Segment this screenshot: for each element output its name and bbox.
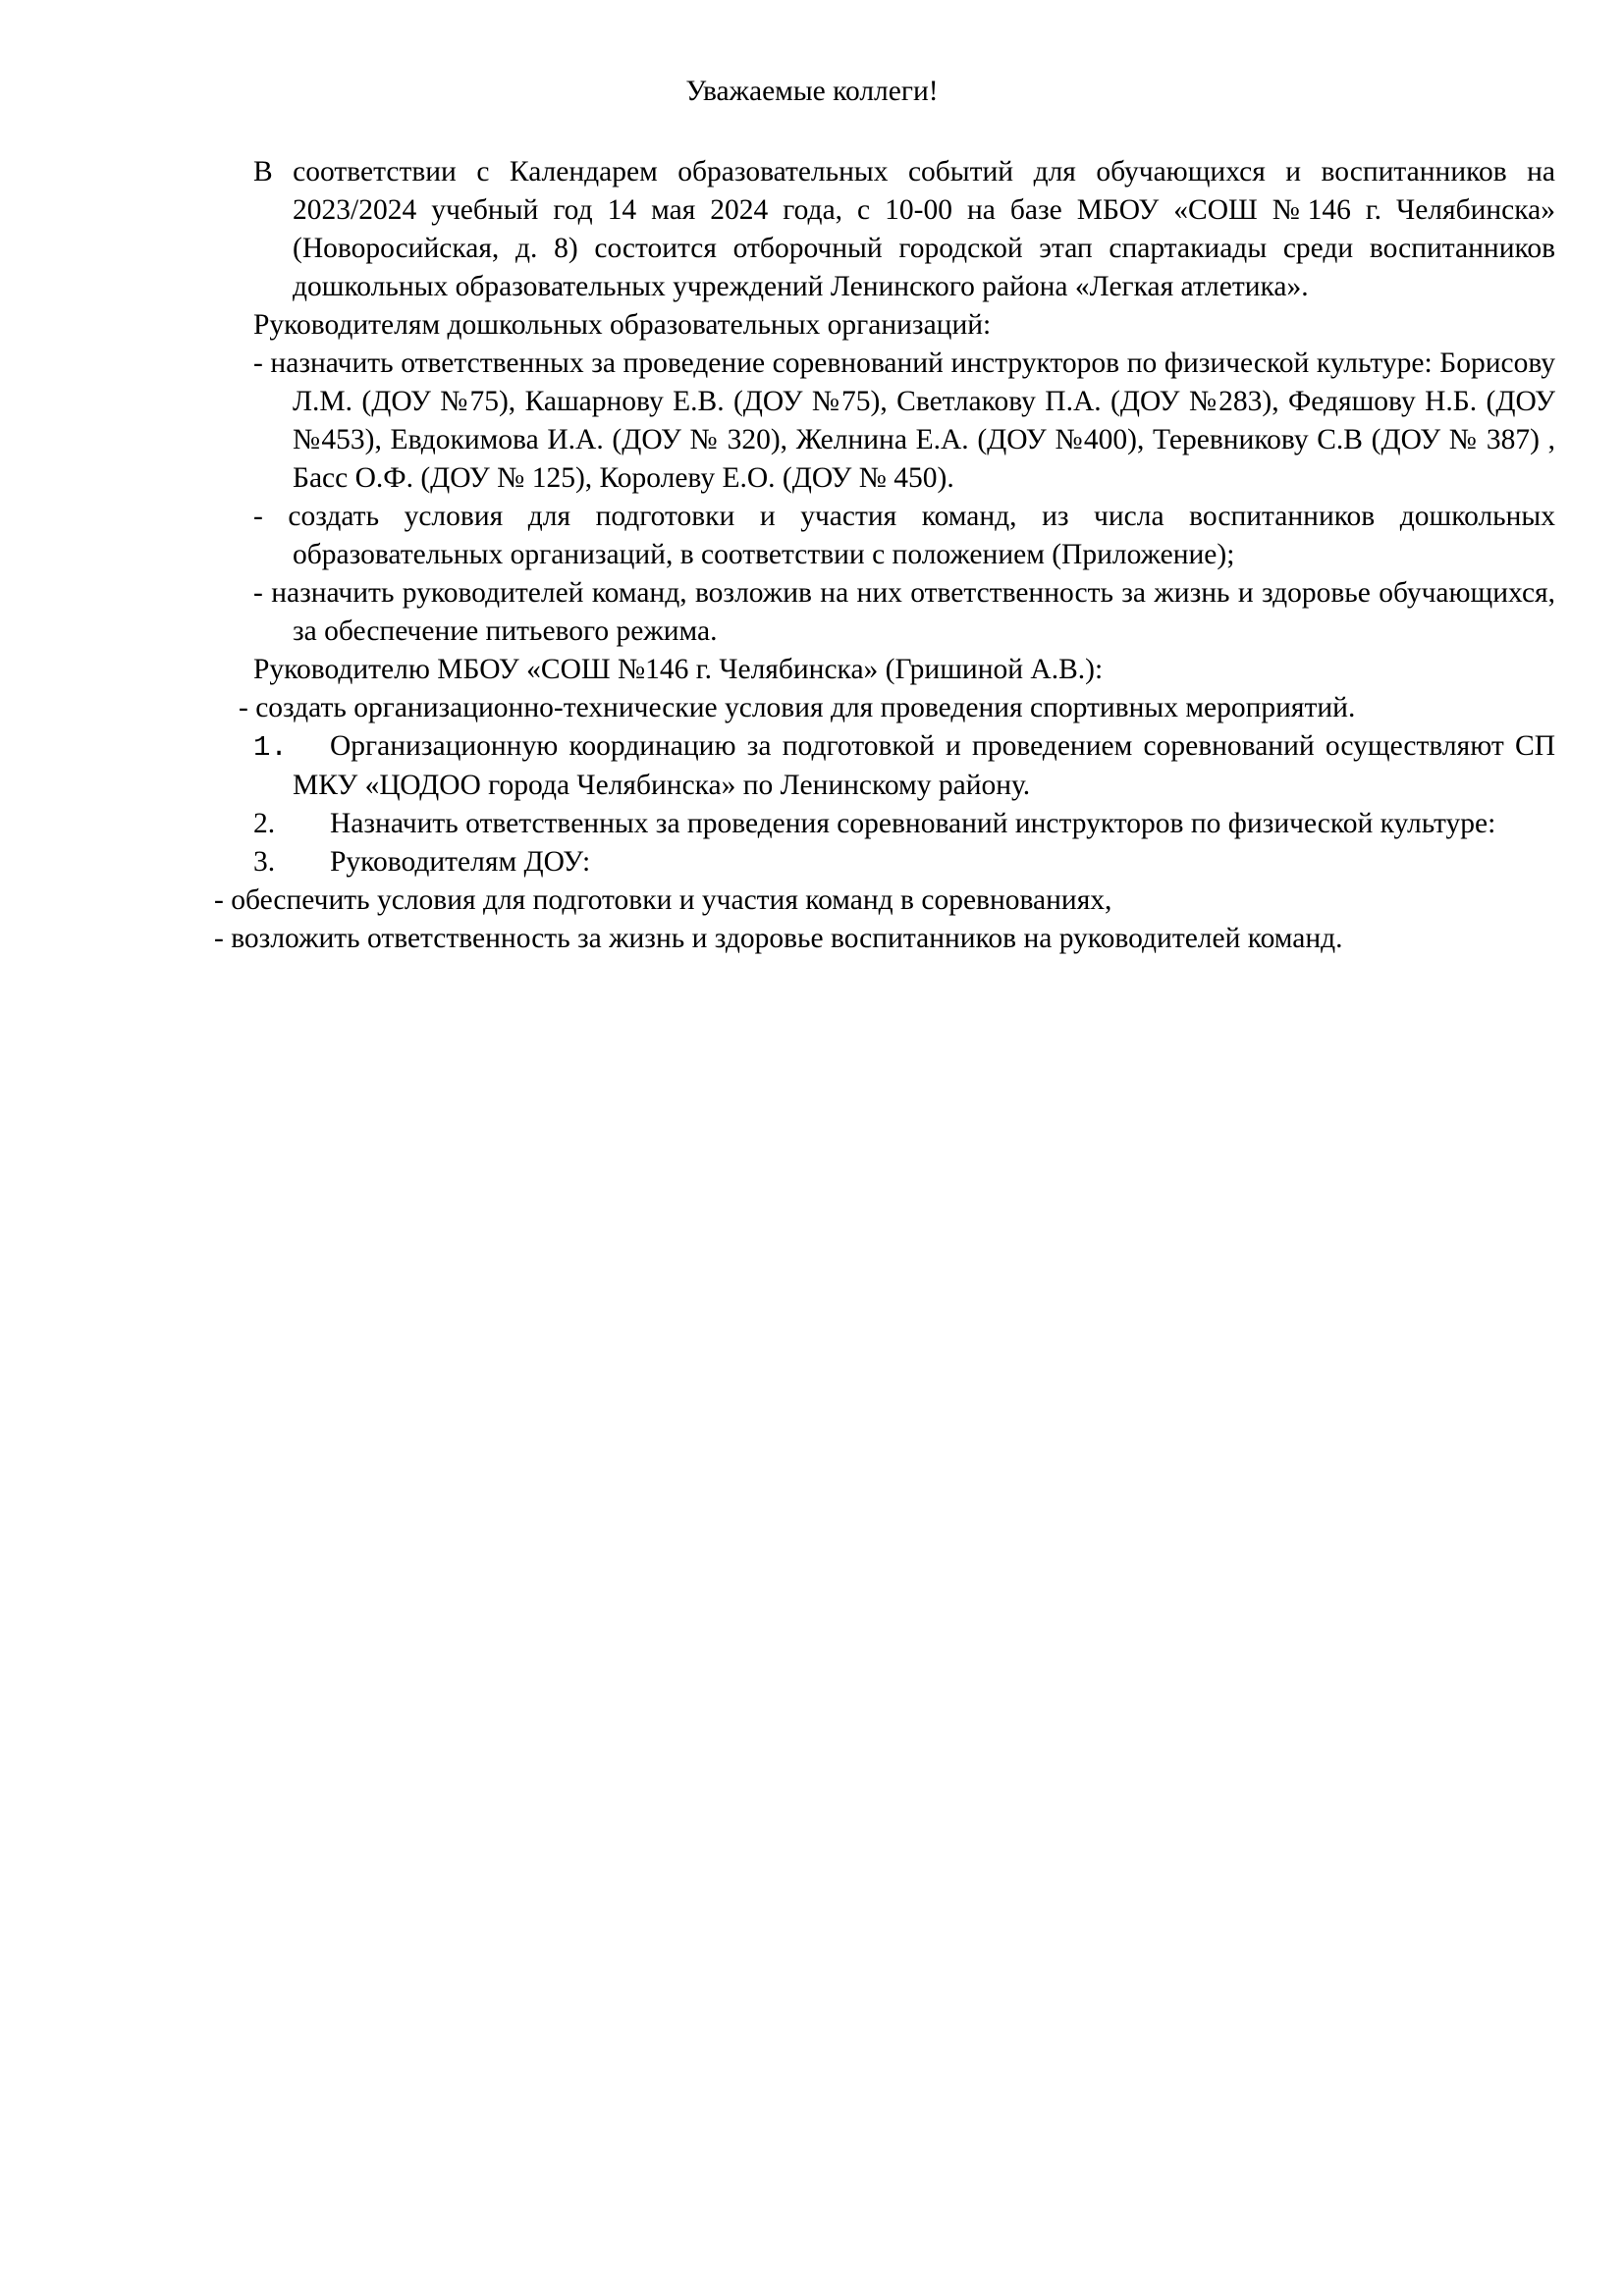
heads-dou-heading: Руководителям дошкольных образовательных организаций: <box>253 309 992 341</box>
intro-paragraph: В соответствии с Календарем образовательных событий для обучающихся и воспитанников на 2023/2024 учебный год 14 мая 2024 года, с 10-00 на базе МБОУ «СОШ №146 г. Челябинска» (Новоросийская, д. 8) состоится отборочный городской этап спартакиады среди воспитанников дошкольных образовательных учреждений Ленинского района «Легкая атлетика». <box>253 156 1555 302</box>
numbered-item-2-text: Назначить ответственных за проведения соревнований инструкторов по физической культуре: <box>330 808 1496 839</box>
letter-title: Уважаемые коллеги! <box>685 76 939 107</box>
dou-item-3: - назначить руководителей команд, возложив на них ответственность за жизнь и здоровье обучающихся, за обеспечение питьевого режима. <box>253 577 1555 647</box>
numbered-item-2 <box>214 805 1555 843</box>
final-item-2: - возложить ответственность за жизнь и здоровье воспитанников на руководителей команд. <box>214 923 1343 954</box>
dou-item-1: - назначить ответственных за проведение соревнований инструкторов по физической культуре: Борисову Л.М. (ДОУ №75), Кашарнову Е.В. (ДОУ №75), Светлакову П.А. (ДОУ №283), Федяшову Н.Б. (ДОУ №453), Евдокимова И.А. (ДОУ № 320), Желнина Е.А. (ДОУ №400), Теревникову С.В (ДОУ № 387) , Басс О.Ф. (ДОУ № 125), Королеву Е.О. (ДОУ № 450). <box>253 347 1555 494</box>
letter-body <box>214 153 1555 958</box>
numbered-item-2-number: 2. <box>253 808 276 839</box>
dou-item-2: - создать условия для подготовки и участия команд, из числа воспитанников дошкольных образовательных организаций, в соответствии с положением (Приложение); <box>253 501 1555 570</box>
head-school-heading: Руководителю МБОУ «СОШ №146 г. Челябинска» (Гришиной А.В.): <box>253 654 1104 685</box>
numbered-item-3-number: 3. <box>253 846 276 878</box>
numbered-item-1-text: Организационную координацию за подготовкой и проведением соревнований осуществляют СП МКУ «ЦОДОО города Челябинска» по Ленинскому району. <box>293 730 1555 801</box>
school-item: - создать организационно-технические условия для проведения спортивных мероприятий. <box>239 692 1356 723</box>
numbered-item-1-number: 1. <box>253 731 288 764</box>
final-item-1: - обеспечить условия для подготовки и участия команд в соревнованиях, <box>214 884 1112 916</box>
numbered-item-3 <box>253 843 1555 881</box>
numbered-item-3-text: Руководителям ДОУ: <box>330 846 591 878</box>
numbered-item-1 <box>234 727 1555 805</box>
